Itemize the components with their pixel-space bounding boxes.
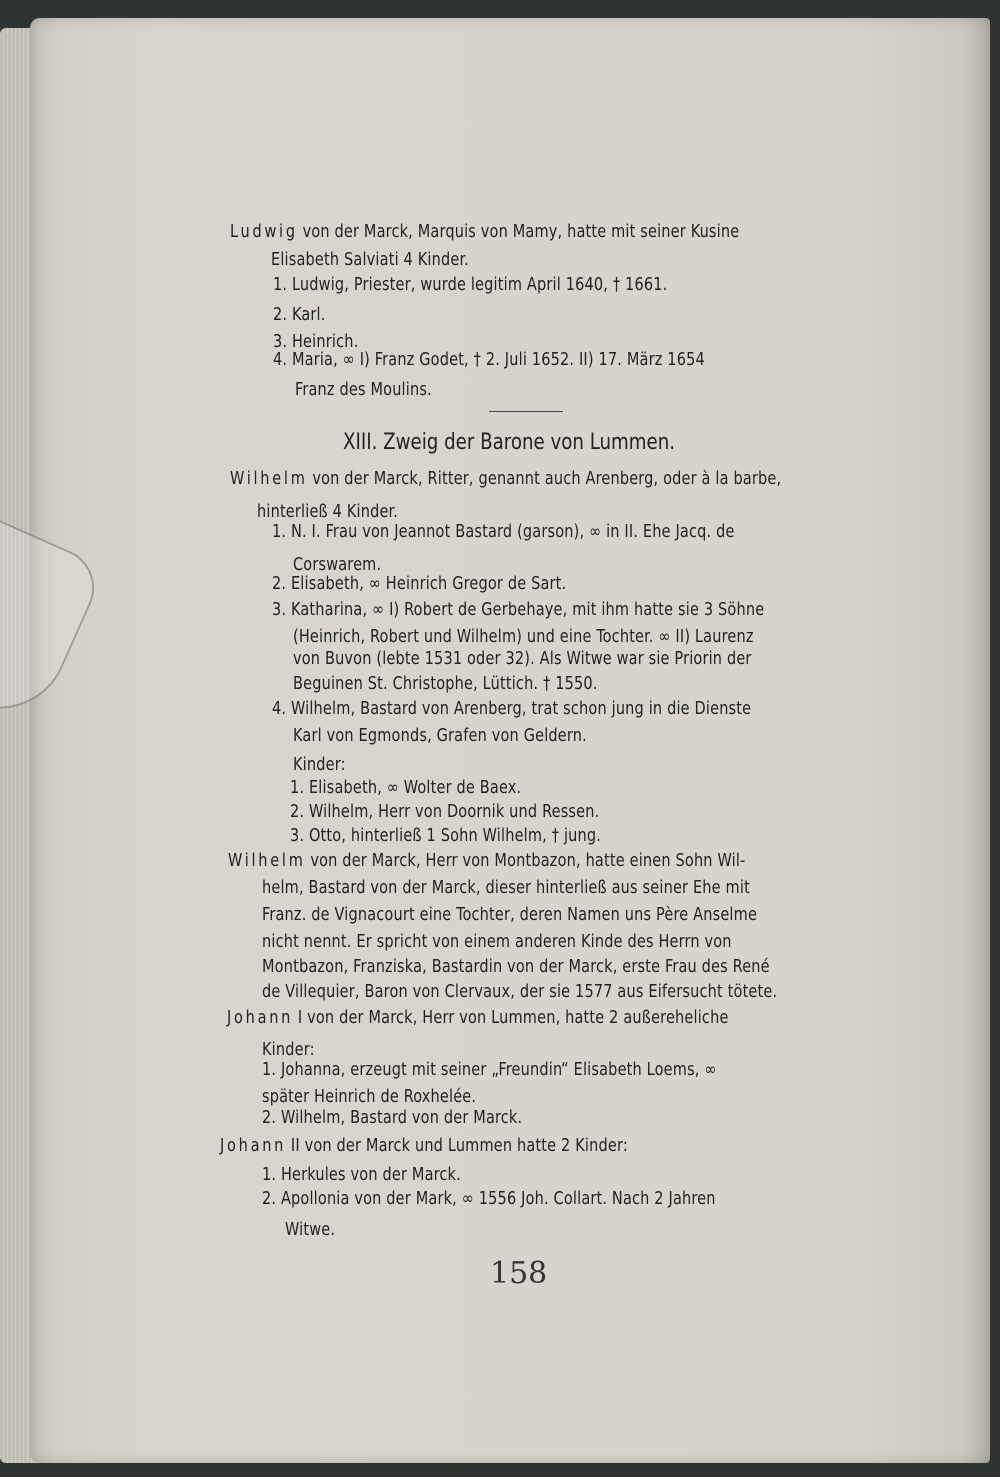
text-line: 2. Elisabeth, ∞ Heinrich Gregor de Sart. — [272, 574, 567, 594]
section-heading: XIII. Zweig der Barone von Lummen. — [343, 430, 676, 455]
text-line: später Heinrich de Roxhelée. — [262, 1087, 477, 1107]
text-line: Kinder: — [262, 1040, 315, 1060]
text-line: Montbazon, Franziska, Bastardin von der Marck, erste Frau des René — [262, 957, 770, 977]
page-number: 158 — [490, 1256, 548, 1291]
text-line: Beguinen St. Christophe, Lüttich. † 1550. — [293, 674, 598, 694]
text-line: helm, Bastard von der Marck, dieser hinterließ aus seiner Ehe mit — [262, 878, 750, 898]
text-line: 1. Ludwig, Priester, wurde legitim April 1640, † 1661. — [273, 275, 668, 295]
text-line: Witwe. — [285, 1220, 336, 1240]
text-line: 2. Wilhelm, Bastard von der Marck. — [262, 1108, 523, 1128]
text-line: 1. Johanna, erzeugt mit seiner „Freundin“ Elisabeth Loems, ∞ — [262, 1060, 717, 1080]
text-line: 3. Heinrich. — [273, 332, 359, 352]
text-line: Johann I von der Marck, Herr von Lummen, hatte 2 außereheliche — [227, 1008, 729, 1028]
text-line: Kinder: — [293, 755, 346, 775]
text-line: von Buvon (lebte 1531 oder 32). Als Witwe war sie Priorin der — [293, 649, 752, 669]
text-line: hinterließ 4 Kinder. — [257, 502, 399, 522]
text-line: Johann II von der Marck und Lummen hatte 2 Kinder: — [220, 1136, 628, 1156]
text-line: 4. Maria, ∞ I) Franz Godet, † 2. Juli 1652. II) 17. März 1654 — [273, 350, 705, 370]
text-line: 2. Wilhelm, Herr von Doornik und Ressen. — [290, 802, 600, 822]
text-line: 2. Apollonia von der Mark, ∞ 1556 Joh. Collart. Nach 2 Jahren — [262, 1189, 716, 1209]
text-line: Wilhelm von der Marck, Ritter, genannt auch Arenberg, oder à la barbe, — [230, 469, 782, 489]
text-line: Franz des Moulins. — [295, 380, 432, 400]
text-line: Wilhelm von der Marck, Herr von Montbazon, hatte einen Sohn Wil- — [228, 851, 746, 871]
text-line: Franz. de Vignacourt eine Tochter, deren Namen uns Père Anselme — [262, 905, 758, 925]
text-line: (Heinrich, Robert und Wilhelm) und eine Tochter. ∞ II) Laurenz — [293, 627, 754, 647]
text-line: nicht nennt. Er spricht von einem anderen Kinde des Herrn von — [262, 932, 732, 952]
text-line: 1. N. I. Frau von Jeannot Bastard (garson), ∞ in II. Ehe Jacq. de — [272, 522, 735, 542]
text-line: 1. Elisabeth, ∞ Wolter de Baex. — [290, 778, 522, 798]
text-line: 3. Katharina, ∞ I) Robert de Gerbehaye, mit ihm hatte sie 3 Söhne — [272, 600, 765, 620]
text-line: 4. Wilhelm, Bastard von Arenberg, trat schon jung in die Dienste — [272, 699, 752, 719]
separator-rule — [489, 411, 563, 412]
text-line: Elisabeth Salviati 4 Kinder. — [271, 250, 469, 270]
text-line: Ludwig von der Marck, Marquis von Mamy, hatte mit seiner Kusine — [230, 222, 740, 242]
text-line: 1. Herkules von der Marck. — [262, 1165, 461, 1185]
text-line: 3. Otto, hinterließ 1 Sohn Wilhelm, † jung. — [290, 826, 602, 846]
text-line: de Villequier, Baron von Clervaux, der sie 1577 aus Eifersucht tötete. — [262, 982, 778, 1002]
text-line: Karl von Egmonds, Grafen von Geldern. — [293, 726, 587, 746]
text-line: 2. Karl. — [273, 305, 326, 325]
text-line: Corswarem. — [293, 555, 382, 575]
